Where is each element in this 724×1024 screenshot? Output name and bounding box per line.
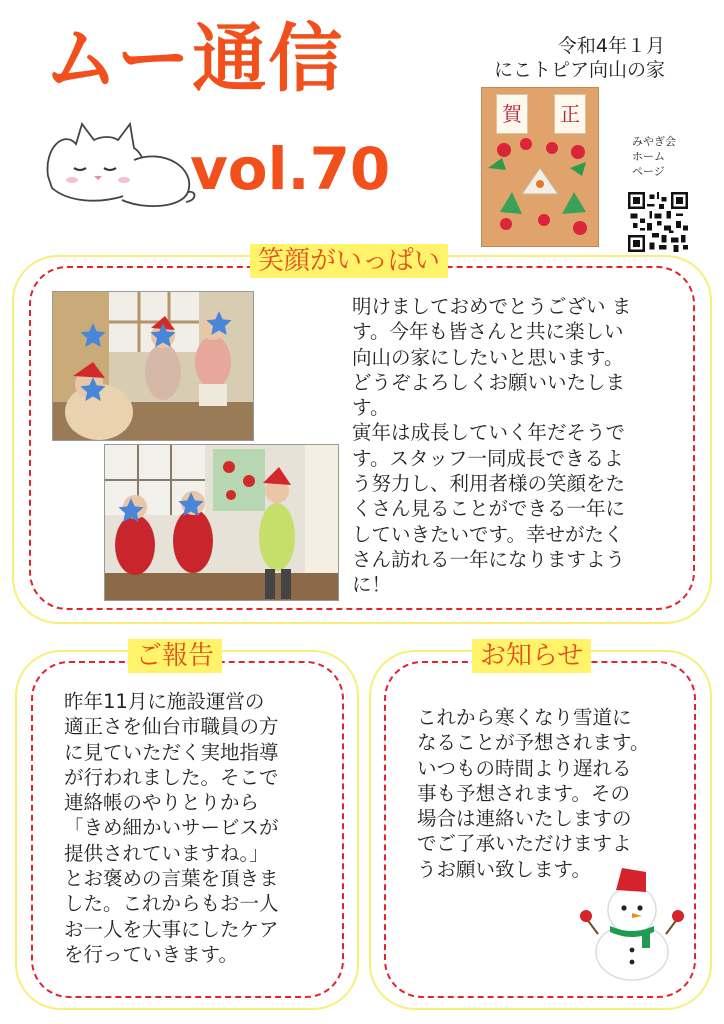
star-icon: [79, 322, 107, 350]
new-year-decoration-photo: [481, 87, 599, 247]
report-section-heading: ご報告: [128, 639, 222, 673]
homepage-label-line-3: ページ: [632, 165, 665, 178]
star-icon: [117, 497, 145, 525]
snowman-icon: [576, 866, 686, 982]
issue-date: 令和4年１月: [557, 35, 665, 57]
event-photo-1: [52, 291, 254, 441]
camellia-icon: [482, 128, 598, 246]
homepage-label-line-2: ホーム: [632, 150, 665, 163]
volume-number: vol.70: [190, 135, 391, 203]
sleeping-cat-icon: [38, 118, 198, 210]
star-icon: [79, 376, 107, 404]
smile-section-heading: 笑顔がいっぱい: [250, 244, 448, 278]
notice-section-heading: お知らせ: [472, 639, 591, 673]
homepage-label-line-1: みやぎ会: [632, 135, 676, 148]
event-photo-2: [104, 444, 339, 601]
homepage-label: [632, 134, 676, 179]
decoration-kanji-1: 賀: [496, 94, 528, 134]
star-icon: [149, 322, 177, 350]
facility-name: にこトピア向山の家: [493, 59, 665, 81]
qr-code-icon[interactable]: [628, 192, 688, 252]
smile-section-text: 明けましておめでとうござい ま す。今年も皆さんと共に楽しい 向山の家にしたいと思います。 どうぞよろしくお願いいたしま す。 寅年は成長していく年だそうで す。スタッフ一同成長できるよ う努力し、利用者様の笑顔をた くさん見ることができる一年に していきたいです。幸せがたく さん訪れる一年になりますよう に！: [352, 295, 632, 597]
newsletter-title: ムー通信: [44, 16, 345, 102]
star-icon: [177, 491, 205, 519]
decoration-kanji-2: 正: [554, 94, 586, 134]
report-section-text: 昨年11月に施設運営の 適正さを仙台市職員の方 に見ていただく実地指導 が行われました。そこで 連絡帳のやりとりから 「きめ細かいサービスが 提供されていますね。」 とお褒めの言葉を頂きま した。これからもお一人 お一人を大事にしたケア を行っていきます。: [64, 690, 279, 966]
issue-info: [455, 34, 665, 82]
star-icon: [205, 310, 233, 338]
notice-section-text: これから寒くなり雪道に なることが予想されます。 いつもの時間より遅れる 事も予想されます。その 場合は連絡いたしますの でご了承いただけますよ うお願い致します。: [417, 706, 650, 881]
